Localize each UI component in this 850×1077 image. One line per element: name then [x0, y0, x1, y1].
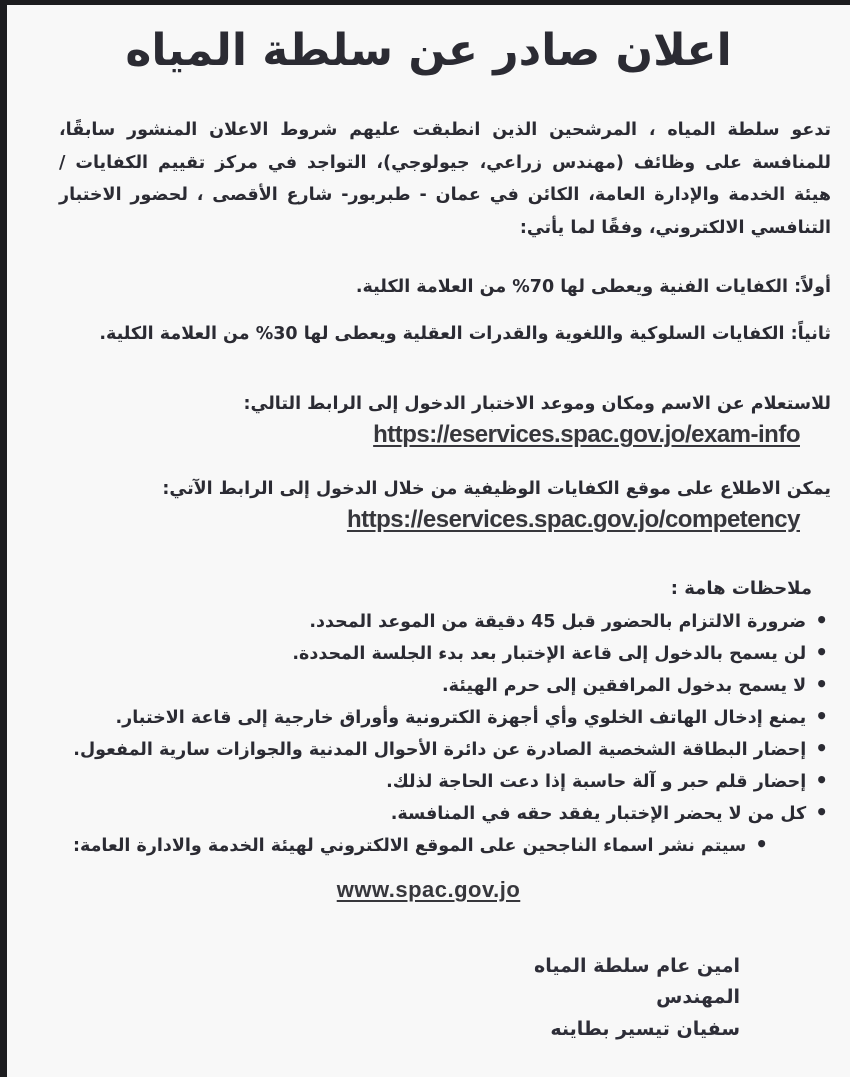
- signature-name: سفيان تيسير بطاينه: [550, 1017, 740, 1040]
- intro-paragraph: تدعو سلطة المياه ، المرشحين الذين انطبقت عليهم شروط الاعلان المنشور سابقًا، للمنافسة على وظائف (مهندس زراعي، جيولوجي)، التواجد في مركز تقييم الكفايات / هيئة الخدمة والإدارة العامة، الكائن في عمان - طبربور- شارع الأقصى ، لحضور الاختبار التنافسي الالكتروني، وفقًا لما يأتي:: [59, 120, 831, 238]
- document-title: اعلان صادر عن سلطة المياه: [125, 25, 732, 76]
- exam-info-link-line: [7, 421, 850, 449]
- note-item: • ضرورة الالتزام بالحضور قبل 45 دقيقة من الموعد المحدد.: [27, 605, 828, 637]
- note-item: • إحضار البطاقة الشخصية الصادرة عن دائرة الأحوال المدنية والجوازات سارية المفعول.: [27, 733, 828, 765]
- clause-second-behavioral-30: ثانياً: الكفايات السلوكية واللغوية والقدرات العقلية ويعطى لها 30% من العلامة الكلية.: [99, 323, 831, 344]
- note-item: • كل من لا يحضر الإختبار يفقد حقه في المنافسة.: [27, 797, 828, 829]
- exam-info-link[interactable]: https://eservices.spac.gov.jo/exam-info: [373, 420, 800, 448]
- exam-info-label: للاستعلام عن الاسم ومكان وموعد الاختبار الدخول إلى الرابط التالي:: [243, 393, 831, 414]
- notes-list: [7, 605, 850, 861]
- results-link-line: [7, 877, 850, 903]
- competency-label: يمكن الاطلاع على موقع الكفايات الوظيفية من خلال الدخول إلى الرابط الآتي:: [162, 478, 831, 499]
- competency-link[interactable]: https://eservices.spac.gov.jo/competency: [346, 505, 800, 533]
- note-item-results-publication: • سيتم نشر اسماء الناجحين على الموقع الالكتروني لهيئة الخدمة والادارة العامة:: [27, 829, 768, 861]
- note-item: • إحضار قلم حبر و آلة حاسبة إذا دعت الحاجة لذلك.: [27, 765, 828, 797]
- note-item: • لن يسمح بالدخول إلى قاعة الإختبار بعد بدء الجلسة المحددة.: [27, 637, 828, 669]
- competency-link-line: [7, 506, 850, 534]
- clause-first-technical-70: أولاً: الكفايات الفنية ويعطى لها 70% من العلامة الكلية.: [355, 276, 831, 297]
- results-website-link[interactable]: www.spac.gov.jo: [336, 876, 521, 902]
- notes-heading: ملاحظات هامة :: [670, 577, 812, 599]
- note-item: • لا يسمح بدخول المرافقين إلى حرم الهيئة.: [27, 669, 828, 701]
- signature-title: امين عام سلطة المياه المهندس: [534, 954, 740, 1009]
- note-item: • يمنع إدخال الهاتف الخلوي وأي أجهزة الكترونية وأوراق خارجية إلى قاعة الاختبار.: [27, 701, 828, 733]
- signature-block: [490, 951, 740, 1045]
